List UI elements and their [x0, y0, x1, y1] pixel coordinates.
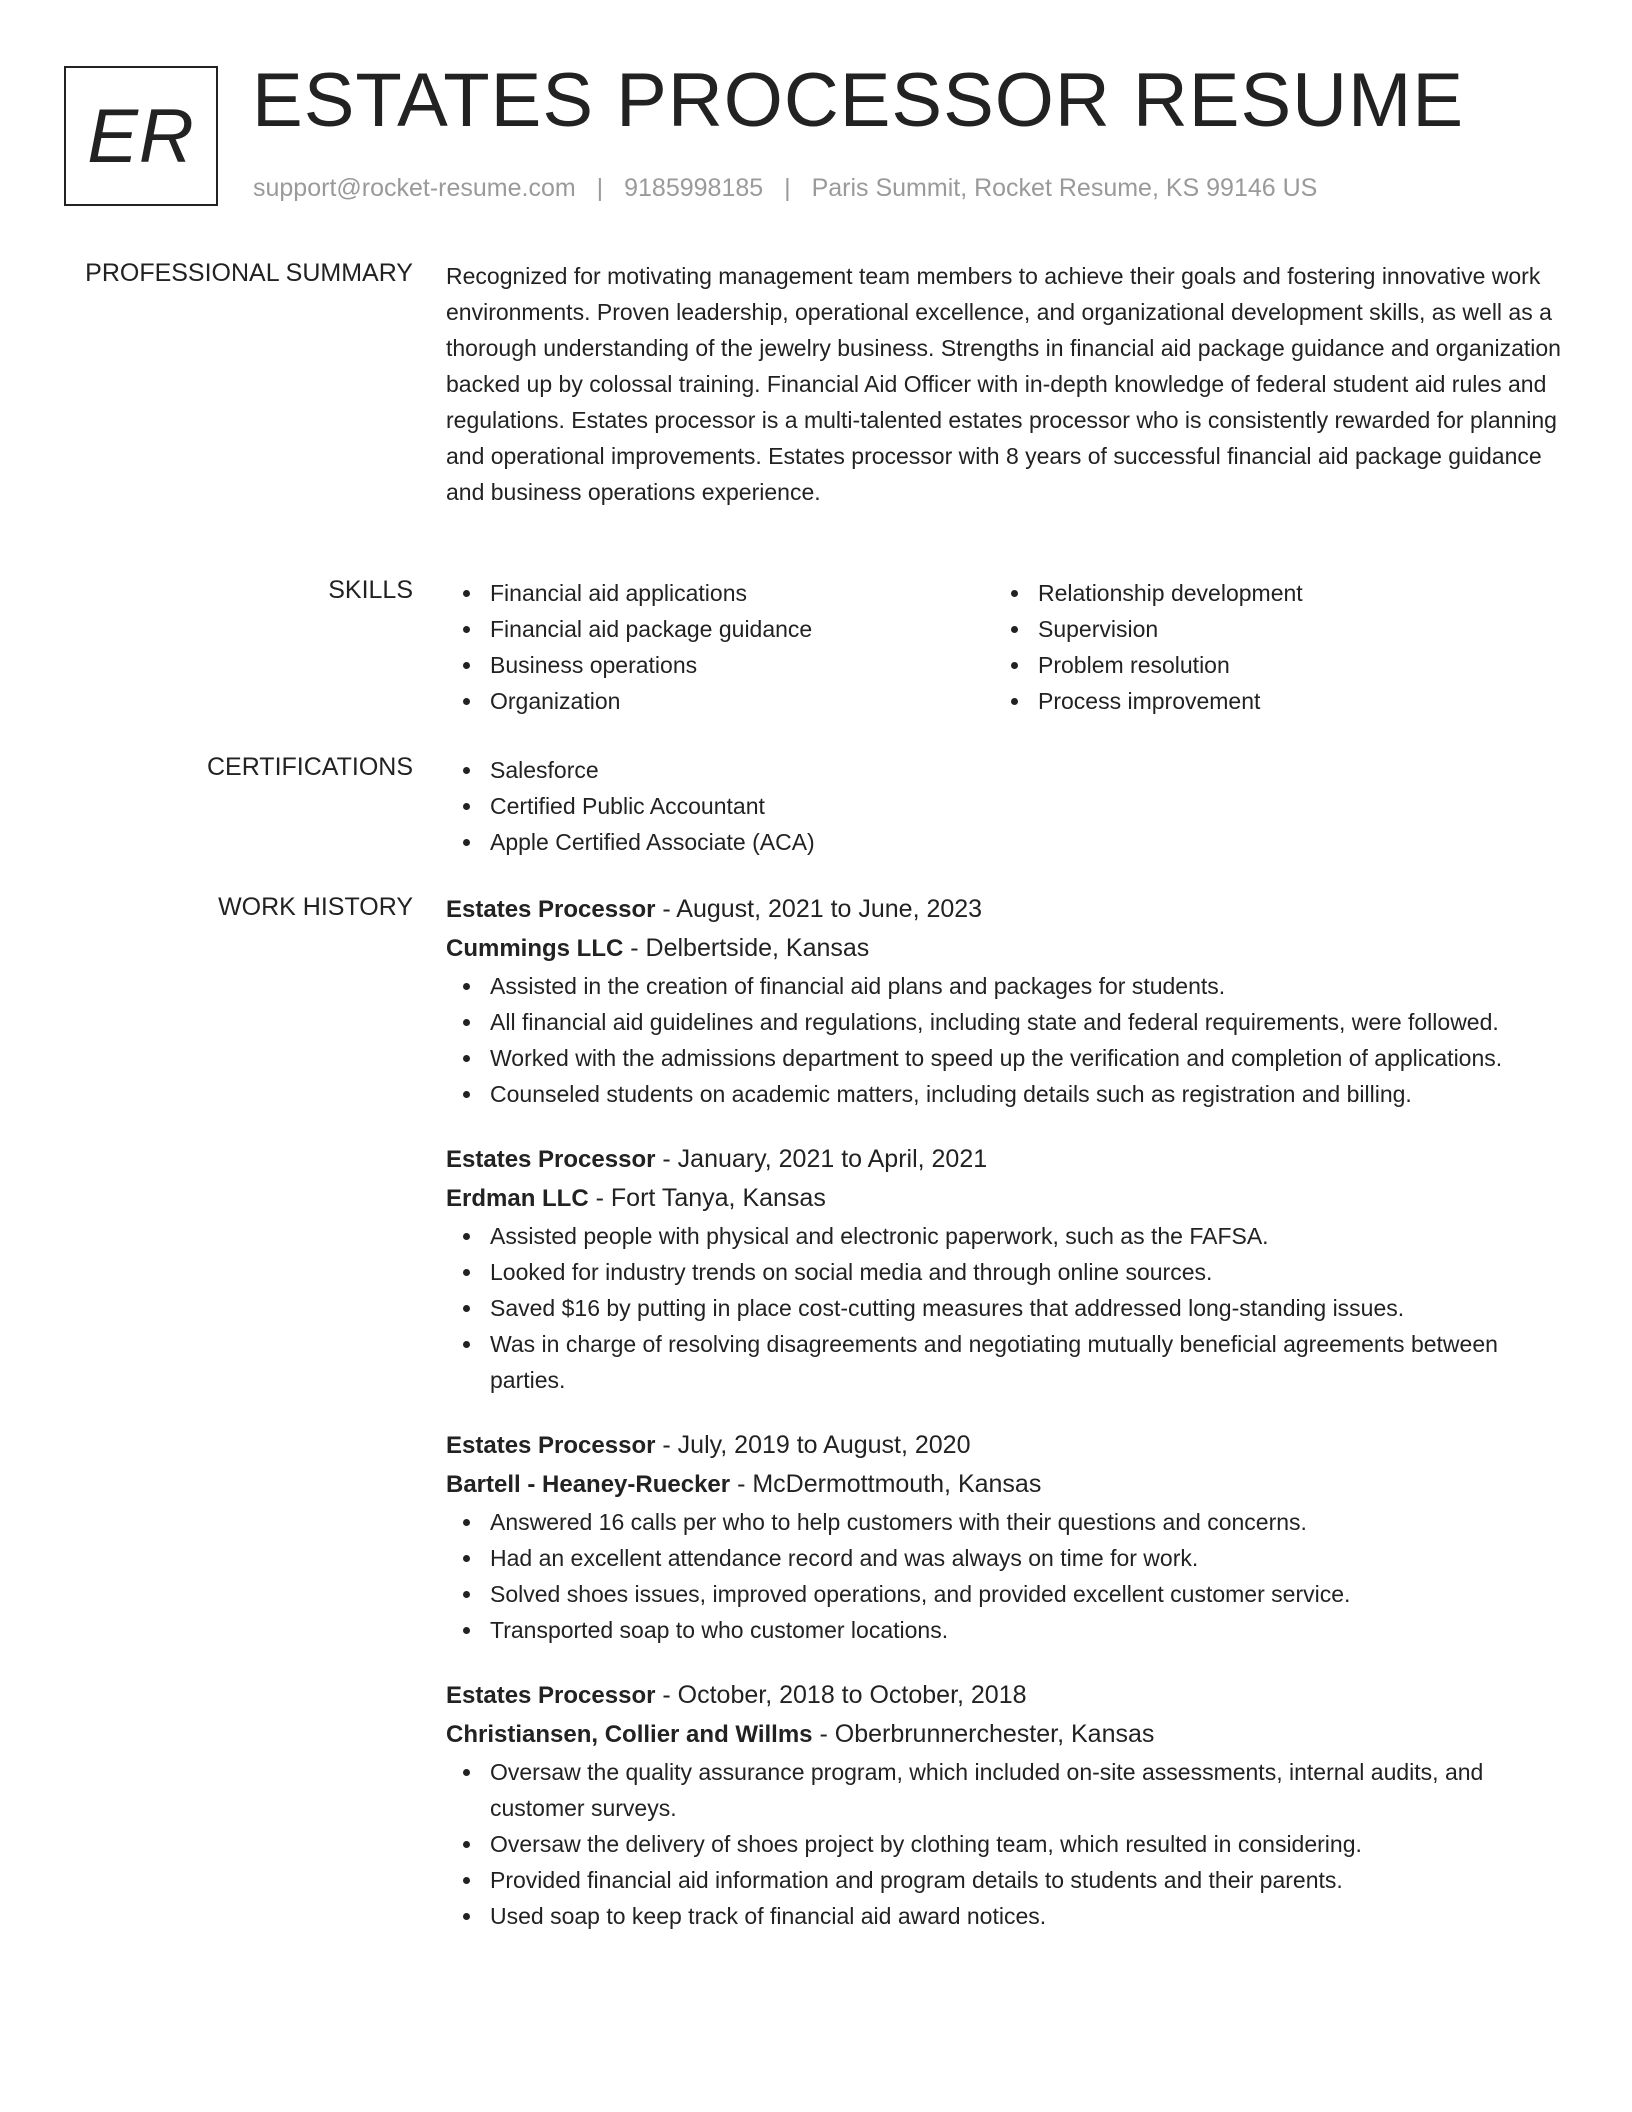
job-location: - Delbertside, Kansas: [623, 934, 870, 962]
contact-separator: |: [596, 174, 604, 202]
list-item: Worked with the admissions department to speed up the verification and completion of applications.: [446, 1040, 1566, 1076]
list-item: Saved $16 by putting in place cost-cutting measures that addressed long-standing issues.: [446, 1290, 1566, 1326]
job-entry: [446, 890, 1566, 1112]
initials-monogram: [64, 66, 218, 206]
job-bullets: [446, 1504, 1566, 1648]
certifications-list: [446, 752, 1566, 860]
list-item: Provided financial aid information and program details to students and their parents.: [446, 1862, 1566, 1898]
skills-content: [446, 575, 1566, 719]
list-item: Financial aid applications: [446, 575, 994, 611]
job-role: Estates Processor: [446, 1432, 656, 1459]
certifications-label: CERTIFICATIONS: [206, 753, 413, 781]
list-item: Had an excellent attendance record and was always on time for work.: [446, 1540, 1566, 1576]
job-company-line: [446, 1465, 1566, 1504]
job-bullets: [446, 968, 1566, 1112]
initials-text: ER: [87, 93, 195, 179]
job-role: Estates Processor: [446, 896, 656, 923]
list-item: Organization: [446, 683, 994, 719]
list-item: Looked for industry trends on social media and through online sources.: [446, 1254, 1566, 1290]
list-item: Process improvement: [994, 683, 1542, 719]
list-item: Solved shoes issues, improved operations, and provided excellent customer service.: [446, 1576, 1566, 1612]
job-dates: - July, 2019 to August, 2020: [655, 1431, 971, 1459]
page-title: ESTATES PROCESSOR RESUME: [252, 58, 1465, 143]
list-item: Relationship development: [994, 575, 1542, 611]
job-bullets: [446, 1754, 1566, 1934]
summary-label: PROFESSIONAL SUMMARY: [85, 259, 413, 287]
skills-list-left: [446, 575, 994, 719]
job-dates: - August, 2021 to June, 2023: [655, 895, 983, 923]
job-dates: - January, 2021 to April, 2021: [655, 1145, 988, 1173]
list-item: Apple Certified Associate (ACA): [446, 824, 1566, 860]
list-item: Certified Public Accountant: [446, 788, 1566, 824]
summary-text: Recognized for motivating management team members to achieve their goals and fostering innovative work environments. Proven leadership, operational excellence, and organizational development skills, as well as a thorough understanding of the jewelry business. Strengths in financial aid package guidance and organization backed up by colossal training. Financial Aid Officer with in-depth knowledge of federal student aid rules and regulations. Estates processor is a multi-talented estates processor who is consistently rewarded for planning and operational improvements. Estates processor with 8 years of successful financial aid package guidance and business operations experience.: [446, 263, 1561, 505]
job-entry: [446, 1676, 1566, 1934]
list-item: Supervision: [994, 611, 1542, 647]
contact-address: Paris Summit, Rocket Resume, KS 99146 US: [811, 174, 1318, 202]
job-role: Estates Processor: [446, 1146, 656, 1173]
list-item: Used soap to keep track of financial aid award notices.: [446, 1898, 1566, 1934]
list-item: Problem resolution: [994, 647, 1542, 683]
job-entry: [446, 1426, 1566, 1648]
job-location: - Oberbrunnerchester, Kansas: [812, 1720, 1155, 1748]
job-title-line: [446, 890, 1566, 929]
job-company: Erdman LLC: [446, 1185, 589, 1212]
list-item: Financial aid package guidance: [446, 611, 994, 647]
contact-line: [253, 174, 1317, 203]
work-content: [446, 890, 1566, 1962]
skills-list-right: [994, 575, 1542, 719]
skills-label: SKILLS: [328, 576, 413, 604]
skills-grid: [446, 575, 1566, 719]
list-item: Transported soap to who customer locations.: [446, 1612, 1566, 1648]
list-item: Answered 16 calls per who to help customers with their questions and concerns.: [446, 1504, 1566, 1540]
work-label: WORK HISTORY: [218, 893, 413, 921]
list-item: Assisted people with physical and electronic paperwork, such as the FAFSA.: [446, 1218, 1566, 1254]
contact-email: support@rocket-resume.com: [253, 174, 576, 202]
job-company: Bartell - Heaney-Ruecker: [446, 1471, 731, 1498]
list-item: All financial aid guidelines and regulations, including state and federal requirements, were followed.: [446, 1004, 1566, 1040]
job-location: - McDermottmouth, Kansas: [730, 1470, 1042, 1498]
contact-phone: 9185998185: [624, 174, 764, 202]
certifications-content: [446, 752, 1566, 860]
job-title-line: [446, 1676, 1566, 1715]
summary-content: [446, 258, 1566, 510]
contact-separator: |: [784, 174, 791, 202]
job-company-line: [446, 1179, 1566, 1218]
list-item: Salesforce: [446, 752, 1566, 788]
job-bullets: [446, 1218, 1566, 1398]
job-entry: [446, 1140, 1566, 1398]
list-item: Oversaw the delivery of shoes project by clothing team, which resulted in considering.: [446, 1826, 1566, 1862]
list-item: Was in charge of resolving disagreements and negotiating mutually beneficial agreements between parties.: [446, 1326, 1566, 1398]
job-location: - Fort Tanya, Kansas: [588, 1184, 826, 1212]
job-role: Estates Processor: [446, 1682, 656, 1709]
job-company: Cummings LLC: [446, 935, 624, 962]
job-title-line: [446, 1140, 1566, 1179]
job-title-line: [446, 1426, 1566, 1465]
list-item: Counseled students on academic matters, including details such as registration and billing.: [446, 1076, 1566, 1112]
list-item: Assisted in the creation of financial aid plans and packages for students.: [446, 968, 1566, 1004]
list-item: Oversaw the quality assurance program, which included on-site assessments, internal audits, and customer surveys.: [446, 1754, 1566, 1826]
job-company-line: [446, 1715, 1566, 1754]
list-item: Business operations: [446, 647, 994, 683]
job-company: Christiansen, Collier and Willms: [446, 1721, 813, 1748]
job-dates: - October, 2018 to October, 2018: [655, 1681, 1027, 1709]
job-company-line: [446, 929, 1566, 968]
